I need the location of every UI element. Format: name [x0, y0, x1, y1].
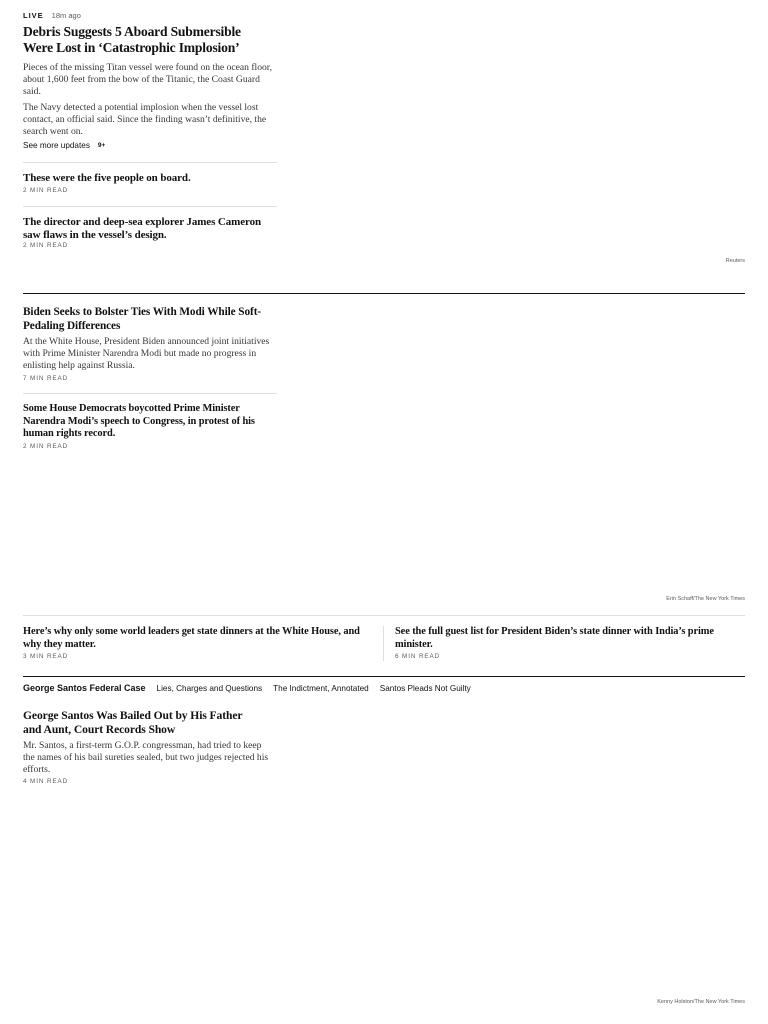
read-time: 7 MIN READ — [23, 375, 69, 382]
see-more-count: 9+ — [97, 142, 106, 149]
related-link-james-cameron[interactable]: The director and deep-sea explorer James Cameron saw flaws in the vessel’s design. — [23, 216, 261, 241]
photo-credit: Kenny Holston/The New York Times — [657, 999, 745, 1005]
section-divider — [23, 676, 745, 677]
related-link-house-democrats[interactable]: Some House Democrats boycotted Prime Minister Narendra Modi’s speech to Congress, in protest of his human rights record. — [23, 403, 255, 440]
read-time: 3 MIN READ — [23, 653, 69, 660]
biden-summary: At the White House, President Biden announced joint initiatives with Prime Minister Narendra Modi but made no progress in enlisting help against Russia. — [23, 336, 270, 372]
divider — [23, 393, 277, 394]
related-link-guest-list[interactable]: See the full guest list for President Biden’s state dinner with India’s prime minister. — [395, 626, 714, 650]
divider — [23, 615, 745, 616]
santos-summary: Mr. Santos, a first-term G.O.P. congressman, had tried to keep the names of his bail sureties sealed, but two judges rejected his efforts. — [23, 740, 269, 776]
live-headline[interactable]: Debris Suggests 5 Aboard Submersible Were Lost in ‘Catastrophic Implosion’ — [23, 24, 241, 55]
divider — [23, 162, 277, 163]
read-time: 6 MIN READ — [395, 653, 441, 660]
column-divider — [383, 626, 384, 661]
live-timestamp: 18m ago — [51, 11, 81, 20]
subtopic-link[interactable]: Santos Pleads Not Guilty — [379, 684, 471, 693]
photo-credit: Reuters — [725, 258, 745, 264]
read-time: 2 MIN READ — [23, 443, 69, 450]
subtopic-link[interactable]: The Indictment, Annotated — [273, 684, 369, 693]
related-link-five-people[interactable]: These were the five people on board. — [23, 172, 191, 184]
live-badge: LIVE — [23, 11, 44, 20]
live-summary-2: The Navy detected a potential implosion when the vessel lost contact, an official said. Since the finding wasn’t definitive, the search went on. — [23, 102, 267, 138]
topic-tag-bar — [23, 683, 482, 693]
read-time: 2 MIN READ — [23, 242, 69, 249]
live-summary-1: Pieces of the missing Titan vessel were found on the ocean floor, about 1,600 feet from the bow of the Titanic, the Coast Guard said. — [23, 62, 273, 98]
read-time: 4 MIN READ — [23, 778, 69, 785]
subtopic-link[interactable]: Lies, Charges and Questions — [156, 684, 263, 693]
see-more-label: See more updates — [23, 141, 90, 150]
santos-headline[interactable]: George Santos Was Bailed Out by His Father and Aunt, Court Records Show — [23, 709, 243, 736]
see-more-updates-button[interactable] — [23, 141, 105, 150]
live-row — [23, 11, 81, 20]
related-link-state-dinners[interactable]: Here’s why only some world leaders get state dinners at the White House, and why they matter. — [23, 626, 360, 650]
divider — [23, 206, 277, 207]
biden-headline[interactable]: Biden Seeks to Bolster Ties With Modi While Soft-Pedaling Differences — [23, 306, 262, 332]
photo-credit: Erin Schaff/The New York Times — [666, 596, 745, 602]
section-divider — [23, 293, 745, 294]
topic-label[interactable]: George Santos Federal Case — [23, 683, 146, 693]
read-time: 2 MIN READ — [23, 187, 69, 194]
